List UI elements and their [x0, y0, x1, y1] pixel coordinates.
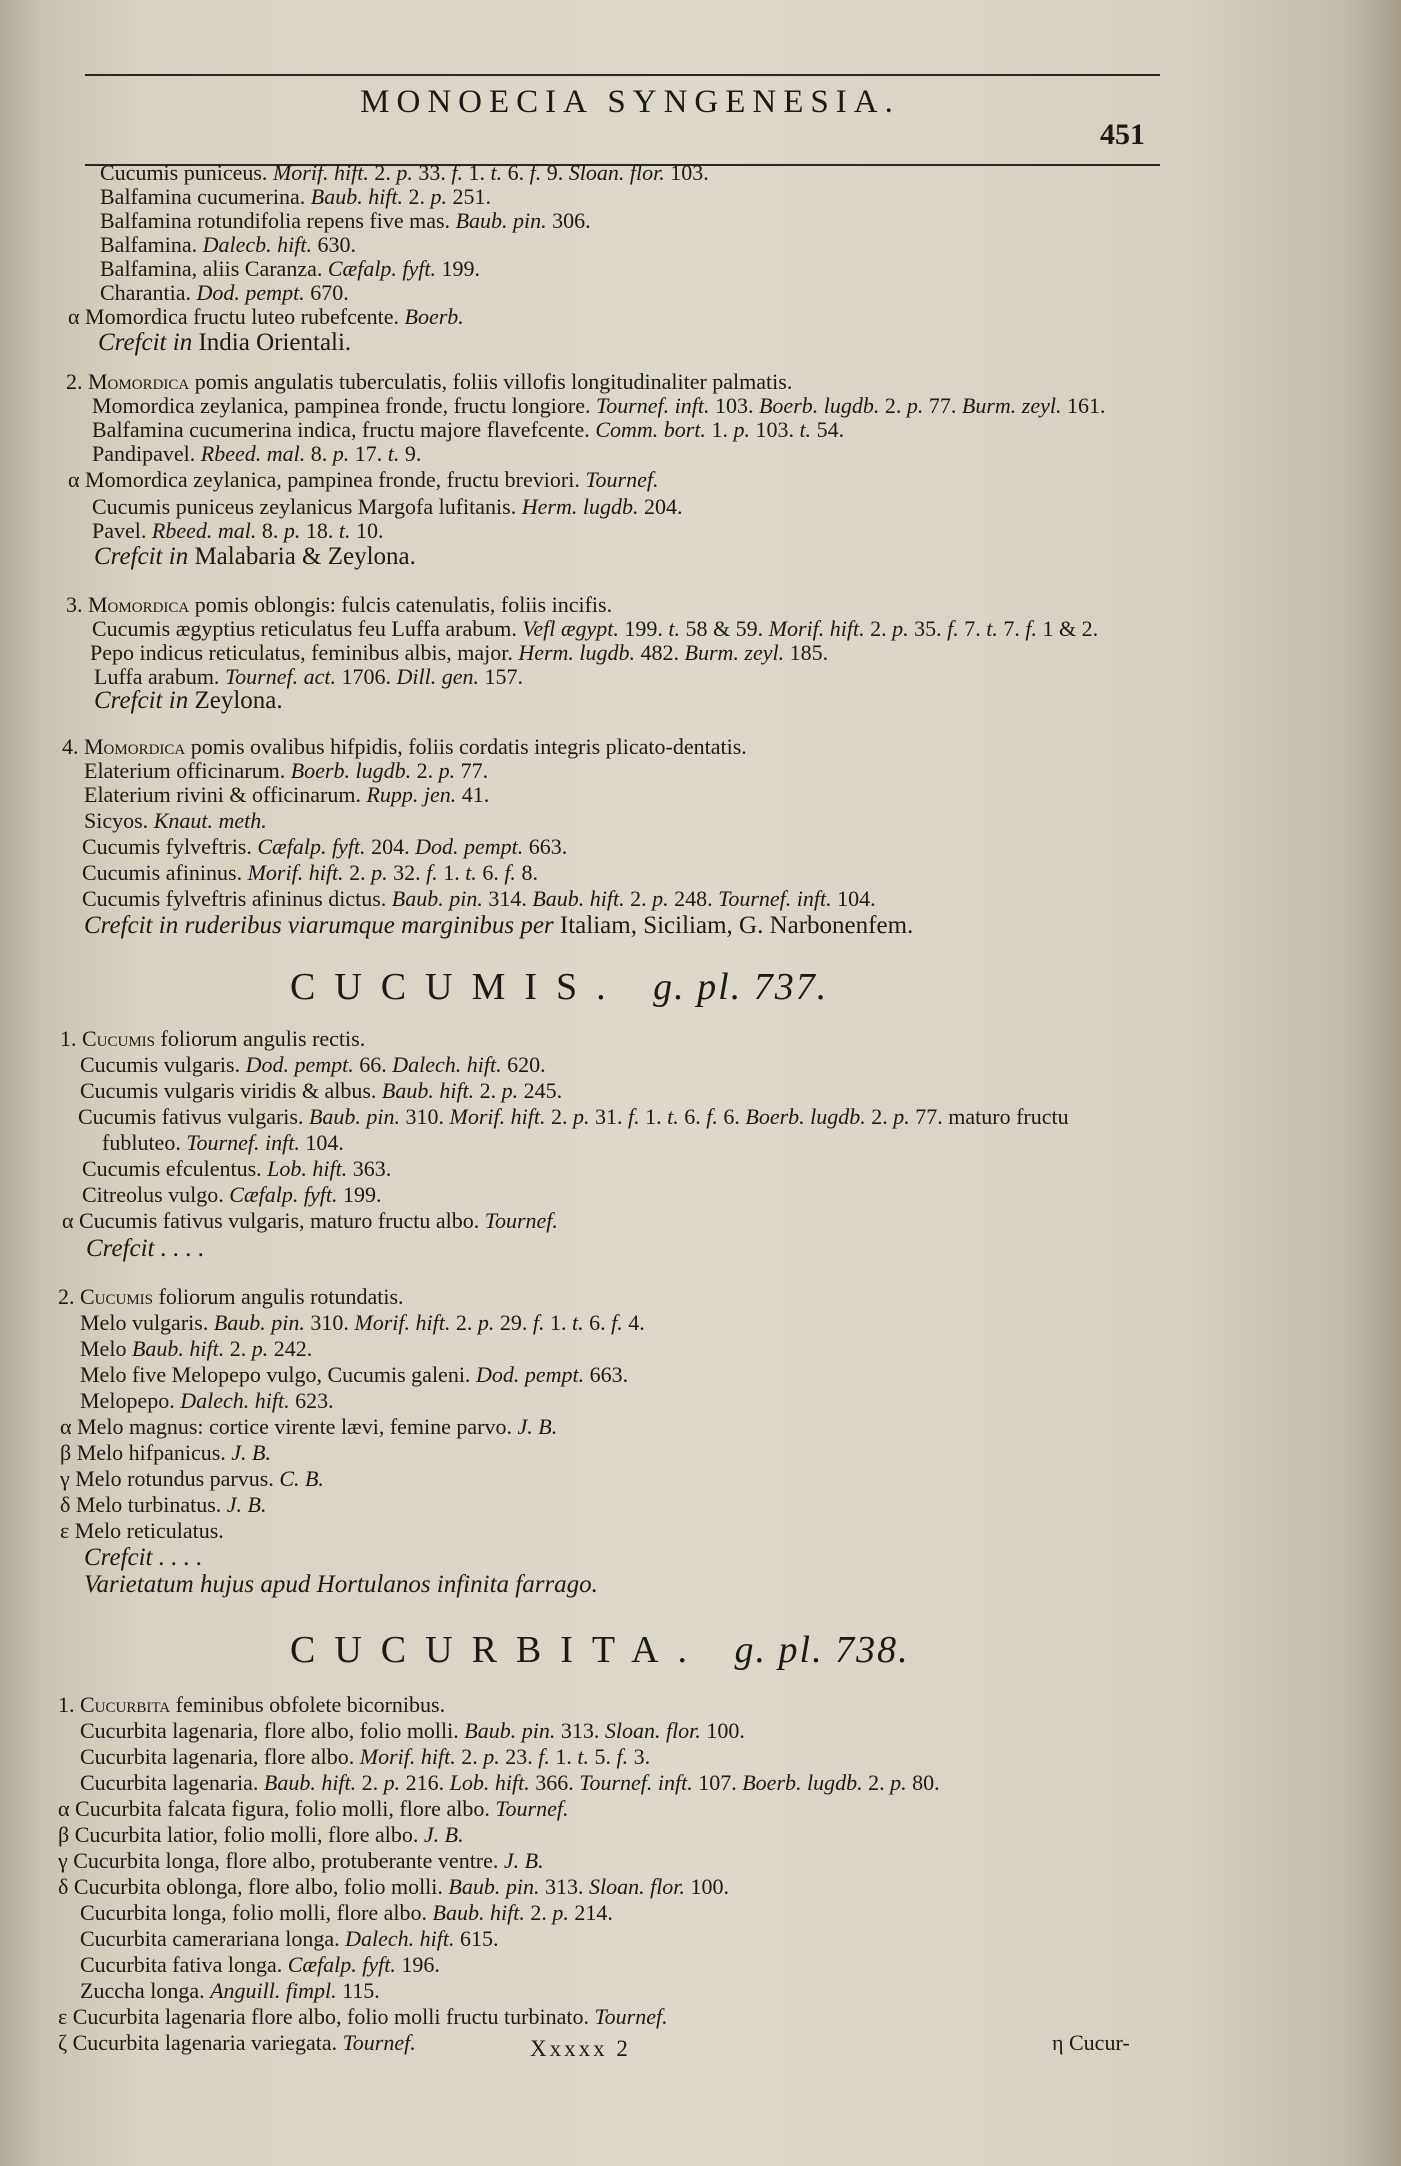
text-line: Elaterium officinarum. Boerb. lugdb. 2. p. 77. — [84, 758, 489, 783]
text-line: Melo vulgaris. Baub. pin. 310. Morif. hift. 2. p. 29. f. 1. t. 6. f. 4. — [80, 1310, 645, 1335]
text-line: Cucurbita camerariana longa. Dalech. hift. 615. — [80, 1926, 499, 1951]
text-line: 3. Momordica pomis oblongis: fulcis catenulatis, foliis incifis. — [66, 592, 613, 617]
text-line: Cucumis puniceus zeylanicus Margofa lufitanis. Herm. lugdb. 204. — [92, 494, 683, 519]
text-line: ε Melo reticulatus. — [60, 1518, 224, 1543]
habitat-line: Crefcit in Zeylona. — [94, 687, 283, 714]
genus-ref: g. pl. 737. — [653, 966, 829, 1008]
habitat-line: Crefcit in Malabaria & Zeylona. — [94, 543, 416, 570]
genus-heading-cucumis — [290, 965, 828, 1009]
text-line: Cucurbita lagenaria. Baub. hift. 2. p. 216. Lob. hift. 366. Tournef. inft. 107. Boerb. lugdb. 2. p. 80. — [80, 1770, 940, 1795]
header-rule-top — [85, 74, 1160, 76]
text-line: δ Melo turbinatus. J. B. — [60, 1492, 267, 1517]
genus-ref: g. pl. 738. — [734, 1629, 910, 1671]
page-number: 451 — [1100, 118, 1145, 151]
text-line: Balfamina, aliis Caranza. Cæfalp. fyft. 199. — [100, 256, 481, 281]
text-line: Balfamina cucumerina. Baub. hift. 2. p. 251. — [100, 184, 492, 209]
text-line: γ Melo rotundus parvus. C. B. — [60, 1466, 324, 1491]
text-line: Sicyos. Knaut. meth. — [84, 808, 267, 833]
text-line: Cucumis afininus. Morif. hift. 2. p. 32. f. 1. t. 6. f. 8. — [82, 860, 538, 885]
text-line: 2. Momordica pomis angulatis tuberculatis, foliis villofis longitudinaliter palmatis. — [66, 369, 793, 394]
text-line: 4. Momordica pomis ovalibus hifpidis, foliis cordatis integris plicato-dentatis. — [62, 734, 747, 759]
text-line: Cucumis puniceus. Morif. hift. 2. p. 33. f. 1. t. 6. f. 9. Sloan. flor. 103. — [100, 160, 709, 185]
text-line: Momordica zeylanica, pampinea fronde, fructu longiore. Tournef. inft. 103. Boerb. lugdb. 2. p. 77. Burm. zeyl. 161. — [92, 393, 1106, 418]
habitat-line: Varietatum hujus apud Hortulanos infinita farrago. — [84, 1571, 598, 1598]
text-line: α Melo magnus: cortice virente lævi, femine parvo. J. B. — [60, 1414, 558, 1439]
text-line: ζ Cucurbita lagenaria variegata. Tournef. — [58, 2030, 416, 2055]
genus-name: CUCURBITA. — [290, 1629, 707, 1671]
text-line: Cucurbita lagenaria, flore albo. Morif. hift. 2. p. 23. f. 1. t. 5. f. 3. — [80, 1744, 651, 1769]
text-line: Melo Baub. hift. 2. p. 242. — [80, 1336, 313, 1361]
habitat-line: Crefcit . . . . — [84, 1544, 203, 1571]
text-line: Balfamina cucumerina indica, fructu majore flavefcente. Comm. bort. 1. p. 103. t. 54. — [92, 417, 845, 442]
text-line: Balfamina rotundifolia repens five mas. Baub. pin. 306. — [100, 208, 591, 233]
text-line: Cucumis fylveftris. Cæfalp. fyft. 204. Dod. pempt. 663. — [82, 834, 568, 859]
text-line: β Melo hifpanicus. J. B. — [60, 1440, 271, 1465]
catchword: η Cucur- — [1052, 2030, 1130, 2055]
text-line: γ Cucurbita longa, flore albo, protuberante ventre. J. B. — [58, 1848, 544, 1873]
text-line: Cucurbita lagenaria, flore albo, folio molli. Baub. pin. 313. Sloan. flor. 100. — [80, 1718, 745, 1743]
text-line: Luffa arabum. Tournef. act. 1706. Dill. gen. 157. — [94, 664, 523, 689]
text-line: 1. Cucumis foliorum angulis rectis. — [60, 1026, 366, 1051]
signature-mark: Xxxxx 2 — [530, 2036, 631, 2061]
text-line: Cucumis ægyptius reticulatus feu Luffa arabum. Vefl ægypt. 199. t. 58 & 59. Morif. hift. 2. p. 35. f. 7. t. 7. f. 1 & 2. — [92, 616, 1099, 641]
text-line: Citreolus vulgo. Cæfalp. fyft. 199. — [82, 1182, 382, 1207]
text-line: δ Cucurbita oblonga, flore albo, folio molli. Baub. pin. 313. Sloan. flor. 100. — [58, 1874, 729, 1899]
text-line: ε Cucurbita lagenaria flore albo, folio molli fructu turbinato. Tournef. — [58, 2004, 668, 2029]
text-line: 2. Cucumis foliorum angulis rotundatis. — [58, 1284, 404, 1309]
text-line: Cucumis vulgaris viridis & albus. Baub. hift. 2. p. 245. — [80, 1078, 563, 1103]
text-line: α Momordica fructu luteo rubefcente. Boerb. — [68, 304, 464, 329]
text-line: Melo five Melopepo vulgo, Cucumis galeni. Dod. pempt. 663. — [80, 1362, 629, 1387]
text-line: β Cucurbita latior, folio molli, flore albo. J. B. — [58, 1822, 464, 1847]
text-line: Cucumis vulgaris. Dod. pempt. 66. Dalech. hift. 620. — [80, 1052, 546, 1077]
genus-name: CUCUMIS. — [290, 966, 625, 1008]
text-line: α Cucurbita falcata figura, folio molli, flore albo. Tournef. — [58, 1796, 569, 1821]
genus-heading-cucurbita — [290, 1628, 910, 1672]
text-line: Zuccha longa. Anguill. fimpl. 115. — [80, 1978, 380, 2003]
text-line: Elaterium rivini & officinarum. Rupp. jen. 41. — [84, 782, 490, 807]
habitat-line: Crefcit in India Orientali. — [98, 329, 352, 356]
text-line: Pepo indicus reticulatus, feminibus albis, major. Herm. lugdb. 482. Burm. zeyl. 185. — [90, 640, 829, 665]
text-line: α Momordica zeylanica, pampinea fronde, fructu breviori. Tournef. — [68, 467, 659, 492]
text-line: 1. Cucurbita feminibus obfolete bicornibus. — [58, 1692, 446, 1717]
running-head: MONOECIA SYNGENESIA. — [360, 84, 900, 120]
text-line: Cucumis fativus vulgaris. Baub. pin. 310. Morif. hift. 2. p. 31. f. 1. t. 6. f. 6. Boerb. lugdb. 2. p. 77. maturo fructu — [78, 1104, 1069, 1129]
text-line: α Cucumis fativus vulgaris, maturo fructu albo. Tournef. — [62, 1208, 558, 1233]
text-line: Pavel. Rbeed. mal. 8. p. 18. t. 10. — [92, 518, 384, 543]
text-line: Melopepo. Dalech. hift. 623. — [80, 1388, 334, 1413]
text-line: Cucumis efculentus. Lob. hift. 363. — [82, 1156, 392, 1181]
habitat-line: Crefcit in ruderibus viarumque marginibus per Italiam, Siciliam, G. Narbonenfem. — [84, 912, 914, 939]
text-line: fubluteo. Tournef. inft. 104. — [102, 1130, 344, 1155]
text-line: Cucurbita fativa longa. Cæfalp. fyft. 196. — [80, 1952, 440, 1977]
text-line: Cucurbita longa, folio molli, flore albo. Baub. hift. 2. p. 214. — [80, 1900, 613, 1925]
text-line: Pandipavel. Rbeed. mal. 8. p. 17. t. 9. — [92, 441, 422, 466]
text-line: Charantia. Dod. pempt. 670. — [100, 280, 349, 305]
text-line: Cucumis fylveftris afininus dictus. Baub. pin. 314. Baub. hift. 2. p. 248. Tournef. inft. 104. — [82, 886, 876, 911]
habitat-line: Crefcit . . . . — [86, 1235, 205, 1262]
text-line: Balfamina. Dalecb. hift. 630. — [100, 232, 357, 257]
